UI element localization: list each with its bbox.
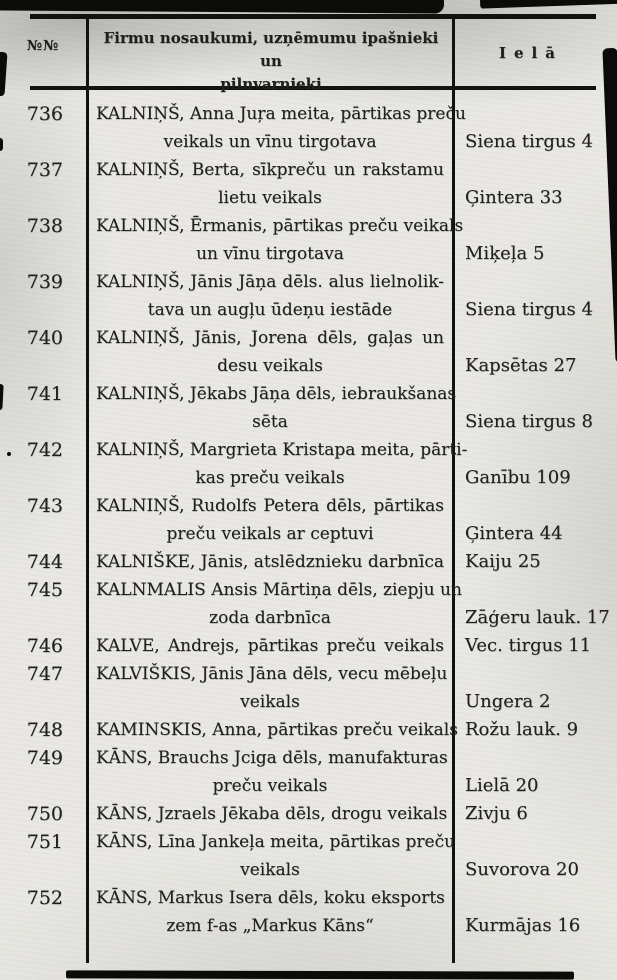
row-number: 747	[26, 663, 63, 685]
row-number: 751	[26, 831, 63, 853]
firm-description-line1: KĀNS, Līna Jankeļa meita, pārtikas preču	[96, 832, 456, 852]
firm-description-line2: zem f-as „Markus Kāns“	[166, 916, 374, 936]
row-number: 749	[26, 747, 63, 769]
table-row	[0, 324, 617, 380]
table-row	[0, 660, 617, 716]
firm-description-line2: tava un augļu ūdeņu iestāde	[147, 300, 393, 320]
street-address: Rožu lauk. 9	[465, 719, 579, 740]
row-number: 752	[26, 887, 63, 909]
street-address: Kaiju 25	[465, 551, 541, 572]
table-top-border	[30, 14, 596, 19]
scan-edge-bottom	[66, 970, 574, 979]
row-number: 744	[26, 551, 63, 573]
table-row	[0, 492, 617, 548]
firm-description	[96, 156, 452, 212]
street-address: Miķeļa 5	[465, 243, 545, 264]
table-row	[0, 576, 617, 632]
directory-rows	[0, 100, 617, 940]
column-header-firm-line2: pilnvarnieki	[220, 75, 322, 93]
firm-description	[96, 436, 468, 492]
table-row	[0, 212, 617, 268]
row-number: 737	[26, 159, 63, 181]
street-address: Siena tirgus 8	[465, 411, 593, 432]
column-header-street: Ielā	[499, 44, 563, 62]
table-row	[0, 828, 617, 884]
table-row	[0, 156, 617, 212]
firm-description-line2: preču veikals ar ceptuvi	[166, 524, 374, 544]
firm-description-line1: KALNIŅŠ, Berta, sīkpreču un rakstamu	[96, 160, 444, 180]
firm-description-line1: KALNMALIS Ansis Mārtiņa dēls, ziepju un	[96, 580, 462, 600]
firm-description-line1: KAMINSKIS, Anna, pārtikas preču veikals	[96, 720, 458, 740]
firm-description-line1: KĀNS, Markus Isera dēls, koku eksports	[96, 888, 445, 908]
firm-description-line1: KALNIŅŠ, Jānis Jāņa dēls. alus lielnolik-	[96, 272, 444, 292]
column-header-firm-line1: Firmu nosaukumi, uzņēmumu ipašnieki un	[103, 29, 439, 70]
street-address: Vec. tirgus 11	[465, 635, 592, 656]
row-number: 745	[26, 579, 63, 601]
row-number: 742	[26, 439, 63, 461]
firm-description	[96, 380, 457, 436]
firm-description	[96, 828, 456, 884]
row-number: 750	[26, 803, 63, 825]
firm-description	[96, 660, 452, 716]
firm-description-line2: un vīnu tirgotava	[196, 244, 344, 264]
street-address: Lielā 20	[465, 775, 539, 796]
firm-description	[96, 632, 452, 660]
firm-description	[96, 884, 452, 940]
street-address: Suvorova 20	[465, 859, 579, 880]
street-address: Kurmājas 16	[465, 915, 581, 936]
row-number: 736	[26, 103, 63, 125]
table-row	[0, 716, 617, 744]
street-address: Siena tirgus 4	[465, 299, 593, 320]
table-row	[0, 800, 617, 828]
firm-description-line1: KALNIŅŠ, Rudolfs Petera dēls, pārtikas	[96, 496, 444, 516]
firm-description-line2: sēta	[252, 412, 288, 432]
firm-description-line2: desu veikals	[217, 356, 323, 376]
firm-description	[96, 100, 466, 156]
row-number: 748	[26, 719, 63, 741]
firm-description	[96, 576, 462, 632]
firm-description-line1: KALNIŅŠ, Anna Juŗa meita, pārtikas preču	[96, 104, 466, 124]
firm-description	[96, 548, 452, 576]
firm-description-line1: KALNIŅŠ, Jānis, Jorena dēls, gaļas un	[96, 328, 444, 348]
firm-description	[96, 212, 464, 268]
street-address: Zāģeru lauk. 17	[465, 607, 610, 628]
scan-edge-top-left	[0, 0, 444, 14]
firm-description-line1: KĀNS, Brauchs Jciga dēls, manufakturas	[96, 748, 448, 768]
firm-description-line2: zoda darbnīca	[209, 608, 331, 628]
firm-description-line2: veikals un vīnu tirgotava	[163, 132, 377, 152]
firm-description-line2: veikals	[240, 860, 300, 880]
firm-description-line1: KALNIŅŠ, Ērmanis, pārtikas preču veikals	[96, 216, 464, 236]
table-row	[0, 268, 617, 324]
firm-description	[96, 744, 452, 800]
firm-description	[96, 268, 452, 324]
scan-blot-left-1	[0, 52, 8, 97]
street-address: Ungera 2	[465, 691, 551, 712]
street-address: Ganību 109	[465, 467, 571, 488]
table-row	[0, 436, 617, 492]
table-row	[0, 744, 617, 800]
firm-description-line2: preču veikals	[212, 776, 328, 796]
table-row	[0, 100, 617, 156]
street-address: Zivju 6	[465, 803, 528, 824]
street-address: Kapsētas 27	[465, 355, 577, 376]
table-row	[0, 632, 617, 660]
row-number: 741	[26, 383, 63, 405]
street-address: Siena tirgus 4	[465, 131, 593, 152]
firm-description	[96, 324, 452, 380]
firm-description-line1: KALVIŠKIS, Jānis Jāna dēls, vecu mēbeļu	[96, 664, 448, 684]
table-row	[0, 884, 617, 940]
column-header-number: №№	[26, 38, 60, 54]
row-number: 738	[26, 215, 63, 237]
firm-description-line1: KALNIŅŠ, Margrieta Kristapa meita, pārti-	[96, 440, 468, 460]
firm-description	[96, 800, 452, 828]
row-number: 746	[26, 635, 63, 657]
row-number: 743	[26, 495, 63, 517]
firm-description-line2: veikals	[240, 692, 300, 712]
firm-description-line2: lietu veikals	[218, 188, 322, 208]
firm-description	[96, 492, 452, 548]
row-number: 740	[26, 327, 63, 349]
firm-description-line1: KALNIŠKE, Jānis, atslēdznieku darbnīca	[96, 552, 444, 572]
row-number: 739	[26, 271, 63, 293]
scan-edge-top-right	[480, 0, 617, 9]
table-row	[0, 548, 617, 576]
firm-description-line1: KĀNS, Jzraels Jēkaba dēls, drogu veikals	[96, 804, 448, 824]
table-row	[0, 380, 617, 436]
column-header-firm	[92, 27, 450, 96]
firm-description-line1: KALNIŅŠ, Jēkabs Jāņa dēls, iebraukšanas	[96, 384, 457, 404]
firm-description-line2: kas preču veikals	[195, 468, 345, 488]
firm-description-line1: KALVE, Andrejs, pārtikas preču veikals	[96, 636, 444, 656]
street-address: Ģintera 33	[465, 187, 563, 208]
firm-description	[96, 716, 458, 744]
street-address: Ģintera 44	[465, 523, 563, 544]
